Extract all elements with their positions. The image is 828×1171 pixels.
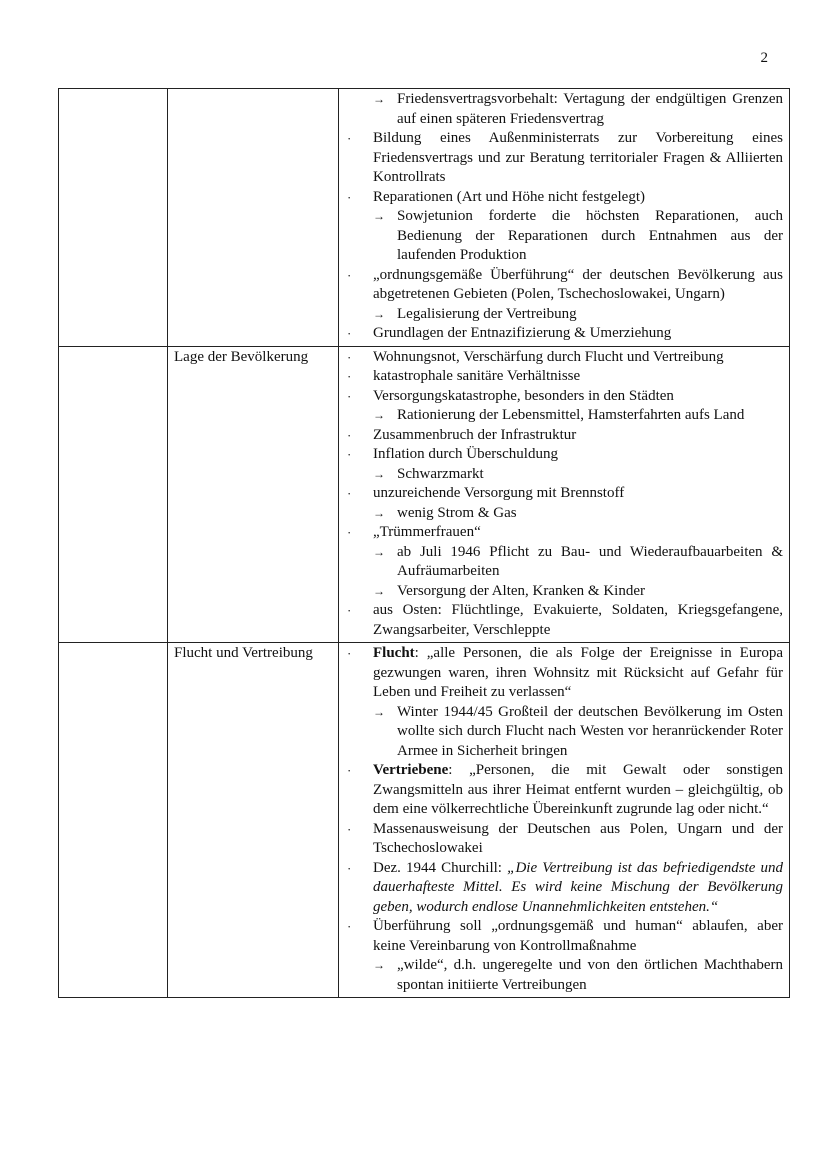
- topic-cell: [168, 643, 339, 998]
- point-text: Überführung soll „ordnungsgemäß und human“ ablaufen, aber keine Vereinbarung von Kontrollmaßnahme: [373, 918, 783, 954]
- bullet-icon: ·: [347, 821, 352, 837]
- topic-label: Lage der Bevölkerung: [174, 348, 309, 365]
- arrow-icon: →: [373, 306, 385, 321]
- sub-point: [339, 543, 783, 582]
- content-cell: [339, 346, 790, 643]
- bullet-icon: ·: [347, 267, 352, 283]
- sub-point: [339, 703, 783, 762]
- empty-cell: [59, 643, 168, 998]
- arrow-icon: →: [373, 704, 385, 719]
- point-text: Wohnungsnot, Verschärfung durch Flucht und Vertreibung: [373, 348, 724, 365]
- page-number: 2: [760, 50, 768, 66]
- table-row: [59, 643, 790, 998]
- point-text: aus Osten: Flüchtlinge, Evakuierte, Soldaten, Kriegsgefangene, Zwangsarbeiter, Verschleppte: [373, 602, 783, 638]
- notes-table: [58, 88, 790, 998]
- point-text: Bildung eines Außenministerrats zur Vorbereitung eines Friedensvertrags und zur Beratung territorialer Fragen & Alliierten Kontrollrats: [373, 130, 783, 185]
- bullet-point: [339, 348, 783, 368]
- bullet-icon: ·: [347, 919, 352, 934]
- point-text: „Trümmerfrauen“: [373, 524, 481, 540]
- point-text: Sowjetunion forderte die höchsten Reparationen, auch Bedienung der Reparationen durch Entnahmen aus der laufenden Produktion: [397, 208, 783, 263]
- bullet-point: [339, 426, 783, 446]
- bullet-icon: ·: [347, 369, 352, 384]
- table-row: [59, 89, 790, 347]
- bullet-icon: ·: [347, 427, 352, 443]
- bullet-icon: ·: [347, 189, 352, 205]
- sub-point: [339, 504, 783, 524]
- bullet-point: [339, 484, 783, 504]
- bullet-point: [339, 917, 783, 956]
- arrow-icon: →: [373, 958, 385, 972]
- empty-cell: [59, 346, 168, 643]
- bullet-icon: ·: [347, 131, 352, 146]
- point-text: Legalisierung der Vertreibung: [397, 305, 577, 322]
- topic-cell: [168, 89, 339, 347]
- bullet-icon: ·: [347, 525, 352, 540]
- point-text: Versorgungskatastrophe, besonders in den Städten: [373, 387, 674, 404]
- bullet-icon: ·: [347, 603, 352, 618]
- bullet-icon: ·: [347, 486, 352, 501]
- bullet-point: [339, 266, 783, 305]
- point-text: ab Juli 1946 Pflicht zu Bau- und Wiederaufbauarbeiten & Aufräumarbeiten: [397, 543, 783, 579]
- sub-point: [339, 465, 783, 485]
- point-text: Friedensvertragsvorbehalt: Vertagung der endgültigen Grenzen auf einen späteren Friedensvertrag: [397, 91, 783, 127]
- bullet-icon: ·: [347, 860, 352, 876]
- arrow-icon: →: [373, 505, 385, 520]
- point-text: Winter 1944/45 Großteil der deutschen Bevölkerung im Osten wollte sich durch Flucht nach Westen vor heranrückender Roter Armee in Sicherheit bringen: [397, 703, 783, 759]
- content-cell: [339, 89, 790, 347]
- point-text: Massenausweisung der Deutschen aus Polen, Ungarn und der Tschechoslowakei: [373, 820, 783, 856]
- point-text: Versorgung der Alten, Kranken & Kinder: [397, 582, 645, 599]
- point-text: „wilde“, d.h. ungeregelte und von den örtlichen Machthabern spontan initiierte Vertreibungen: [397, 957, 783, 993]
- topic-cell: [168, 346, 339, 643]
- sub-point: [339, 90, 783, 129]
- arrow-icon: →: [373, 466, 385, 481]
- point-text: Dez. 1944 Churchill:: [373, 859, 508, 876]
- bullet-point: [339, 644, 783, 703]
- point-text: Reparationen (Art und Höhe nicht festgelegt): [373, 188, 645, 205]
- bullet-icon: ·: [347, 349, 352, 365]
- table-row: [59, 346, 790, 643]
- arrow-icon: →: [373, 583, 385, 598]
- bullet-point: [339, 129, 783, 188]
- bullet-icon: ·: [347, 646, 352, 661]
- point-text: Grundlagen der Entnazifizierung & Umerziehung: [373, 325, 672, 341]
- point-text: Inflation durch Überschuldung: [373, 446, 558, 462]
- sub-point: [339, 956, 783, 995]
- bullet-point: [339, 387, 783, 407]
- bullet-point: [339, 523, 783, 543]
- quote-text: „Die Vertreibung ist das befriedigendste und dauerhafteste Mittel. Es wird keine Mischung der Bevölkerung geben, wodurch endlose Unannehmlichkeiten entstehen.“: [373, 859, 783, 915]
- term-label: Flucht: [373, 645, 415, 661]
- empty-cell: [59, 89, 168, 347]
- bullet-icon: ·: [347, 388, 352, 404]
- bullet-point: [339, 859, 783, 918]
- sub-point: [339, 305, 783, 325]
- point-text: Rationierung der Lebensmittel, Hamsterfahrten aufs Land: [397, 407, 745, 423]
- point-text: wenig Strom & Gas: [397, 504, 517, 521]
- arrow-icon: →: [373, 209, 385, 223]
- arrow-icon: →: [373, 408, 385, 422]
- bullet-point: [339, 445, 783, 465]
- term-label: Vertriebene: [373, 762, 449, 778]
- point-text: : „alle Personen, die als Folge der Ereignisse in Europa gezwungen waren, ihren Wohnsitz mit Rücksicht auf Gefahr für Leben und Freiheit zu verlassen“: [373, 645, 783, 700]
- point-text: Schwarzmarkt: [397, 465, 484, 482]
- bullet-point: [339, 761, 783, 820]
- point-text: „ordnungsgemäße Überführung“ der deutschen Bevölkerung aus abgetretenen Gebieten (Polen, Tschechoslowakei, Ungarn): [373, 266, 783, 302]
- point-text: Zusammenbruch der Infrastruktur: [373, 426, 577, 443]
- topic-label: Flucht und Vertreibung: [174, 645, 313, 661]
- content-cell: [339, 643, 790, 998]
- arrow-icon: →: [373, 92, 385, 106]
- bullet-point: [339, 324, 783, 344]
- bullet-point: [339, 367, 783, 387]
- bullet-icon: ·: [347, 447, 352, 462]
- bullet-point: [339, 820, 783, 859]
- bullet-point: [339, 601, 783, 640]
- point-text: katastrophale sanitäre Verhältnisse: [373, 368, 581, 384]
- bullet-icon: ·: [347, 326, 352, 341]
- bullet-point: [339, 188, 783, 208]
- point-text: : „Personen, die mit Gewalt oder sonstigen Zwangsmitteln aus ihrer Heimat entfernt wurden – gleichgültig, ob dem eine völkerrechtliche Übereinkunft zugrunde lag oder nicht.“: [373, 762, 783, 817]
- sub-point: [339, 406, 783, 426]
- bullet-icon: ·: [347, 763, 352, 778]
- sub-point: [339, 207, 783, 266]
- sub-point: [339, 582, 783, 602]
- arrow-icon: →: [373, 544, 385, 559]
- point-text: unzureichende Versorgung mit Brennstoff: [373, 485, 625, 501]
